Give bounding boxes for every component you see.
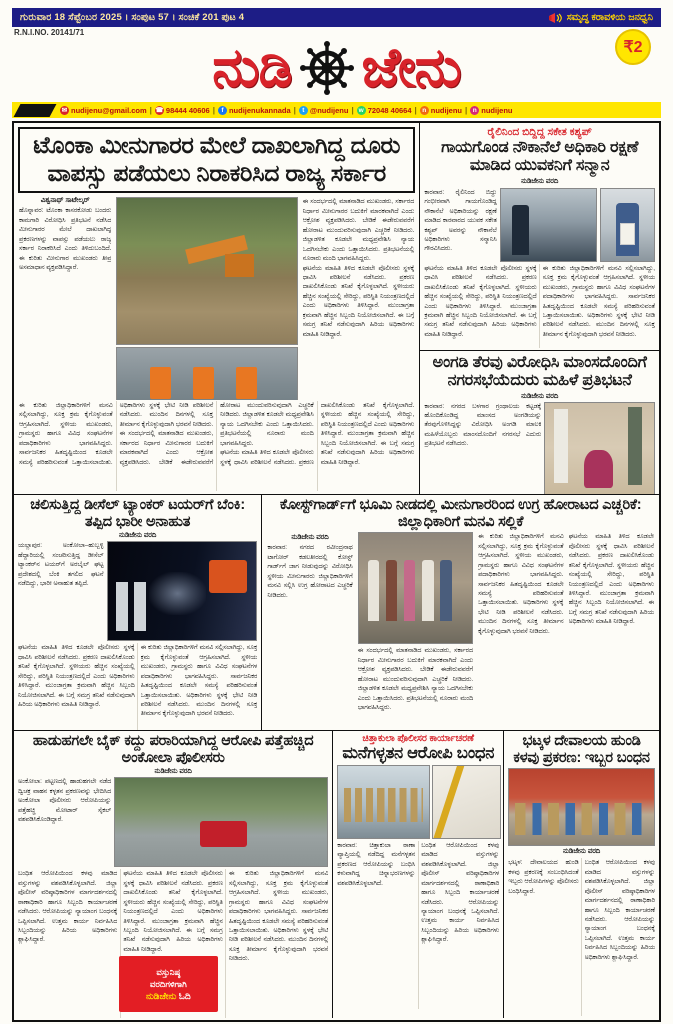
whatsapp-contact: w 72048 40664 (358, 105, 412, 115)
headline: ಹಾಡುಹಗಲೇ ಬೈಕ್ ಕದ್ದು ಪರಾರಿಯಾಗಿದ್ದ ಆರೋಪಿ ಪತ್ತೆಹಚ್ಚಿದ ಅಂಕೋಲಾ ಪೊಲೀಸರು (32, 733, 314, 766)
body-paragraph: ಈ ಕುರಿತು ಜಿಲ್ಲಾಧಿಕಾರಿಗಳಿಗೆ ಮನವಿ ಸಲ್ಲಿಸಲಾಗಿದ್ದು, ಸೂಕ್ತ ಕ್ರಮ ಕೈಗೊಳ್ಳುವಂತೆ ಆಗ್ರಹಿಸಲಾಗಿದೆ. ಸ್ಥಳೀಯ ಮುಖಂಡರು, ಗ್ರಾಮಸ್ಥರು ಹಾಗೂ ವಿವಿಧ ಸಂಘಟನೆಗಳ ಪದಾಧಿಕಾರಿಗಳು ಭಾಗವಹಿಸಿದ್ದರು. ಸಾರ್ವಜನಿಕರ ಹಿತದೃಷ್ಟಿಯಿಂದ ಕೂಡಲೇ ಸಮಸ್ಯೆ ಪರಿಹರಿಸುವಂತೆ ಒತ್ತಾಯಿಸಲಾಯಿತು. ಅಧಿಕಾರಿಗಳು ಸ್ಥಳಕ್ಕೆ ಭೇಟಿ ನೀಡಿ ಪರಿಶೀಲನೆ ನಡೆಸಿದರು. ಮುಂದಿನ ದಿನಗಳಲ್ಲಿ ಸೂಕ್ತ ತೀರ್ಮಾನ ಕೈಗೊಳ್ಳುವುದಾಗಿ ಭರವಸೆ ನೀಡಿದರು. (478, 533, 564, 635)
headline: ಕೋಸ್ಟ್‌ಗಾರ್ಡ್‌ಗೆ ಭೂಮಿ ನೀಡದಲ್ಲಿ ಮೀನುಗಾರರಿಂದ ಉಗ್ರ ಹೋರಾಟದ ಎಚ್ಚರಿಕೆ: ಜಿಲ್ಲಾಧಿಕಾರಿಗೆ ಮನವಿ ಸಲ್ಲಿಕೆ (279, 497, 642, 530)
promo-line: ನುಡಿಜೇನು ಓದಿ (145, 990, 191, 1001)
content-frame (12, 121, 661, 1022)
photo-woman-sitting-protest (544, 402, 655, 494)
telegram-icon: n (420, 106, 429, 115)
photo-memorandum-crowd (358, 532, 473, 644)
photo-police-temple-accused (508, 768, 655, 846)
article-lead-story (14, 123, 420, 494)
bottom-band (14, 731, 659, 1018)
body-col: ಅಂಕೋಲಾ: ಪಟ್ಟಣದಲ್ಲಿ ಹಾಡುಹಗಲೇ ನಡೆದ ದ್ವಿಚಕ್ರ ವಾಹನ ಕಳ್ಳತನ ಪ್ರಕರಣವನ್ನು ಭೇದಿಸಿದ ಅಂಕೋಲಾ ಪೊಲೀಸರು ಆರೋಪಿಯನ್ನು ಪತ್ತೆಹಚ್ಚಿ ಮೋಟಾರ್ ಸೈಕಲ್ ವಶಪಡಿಸಿಕೊಂಡಿದ್ದಾರೆ. (18, 778, 112, 824)
masthead (0, 37, 673, 99)
subscription-promo-box (119, 956, 218, 1012)
middle-band (14, 495, 659, 731)
phone-icon: ☎ (155, 106, 164, 114)
body-columns (18, 643, 257, 730)
body-col: ಯಲ್ಲಾಪುರ: ಅಂಕೋಲಾ–ಹುಬ್ಬಳ್ಳಿ ಹೆದ್ದಾರಿಯಲ್ಲಿ ಸಂಚರಿಸುತ್ತಿದ್ದ ಡೀಸೆಲ್ ಟ್ಯಾಂಕರ್‌ನ ಟಯರ್‌ಗೆ ಅರಬೈಲ್ ಘಟ್ಟ ಪ್ರದೇಶದಲ್ಲಿ ಬೆಂಕಿ ತಗಲಿದ ಘಟನೆ ನಡೆದಿದ್ದು, ಭಾರೀ ಅನಾಹುತ ತಪ್ಪಿದೆ. (18, 542, 104, 588)
headline: ಮನೆಗಳ್ಳತನ ಆರೋಪಿ ಬಂಧನ (342, 744, 495, 762)
photo-police-with-accused (337, 765, 429, 839)
edition-date-line: ಗುರುವಾರ 18 ಸೆಪ್ಟೆಂಬರ 2025 । ಸಂಪುಟ 57 । ಸಂಚಿಕೆ 201 ಪುಟ 4 (20, 12, 245, 23)
dateline: ನುಡಿಜೇನು ವರದಿ (521, 177, 559, 185)
top-band (14, 123, 659, 495)
body-paragraph: ಬಂಧಿತ ಆರೋಪಿಯಿಂದ ಕಳವು ಮಾಡಿದ ವಸ್ತುಗಳನ್ನು ವಶಪಡಿಸಿಕೊಳ್ಳಲಾಗಿದೆ. ಜಿಲ್ಲಾ ಪೊಲೀಸ್ ವರಿಷ್ಠಾಧಿಕಾರಿಗಳ ಮಾರ್ಗದರ್ಶನದಲ್ಲಿ ಠಾಣಾಧಿಕಾರಿ ಹಾಗೂ ಸಿಬ್ಬಂದಿ ಕಾರ್ಯಾಚರಣೆ ನಡೆಸಿದರು. ಆರೋಪಿಯನ್ನು ನ್ಯಾಯಾಂಗ ಬಂಧನಕ್ಕೆ ಒಪ್ಪಿಸಲಾಗಿದೆ. ಉತ್ತಮ ಕಾರ್ಯ ನಿರ್ವಹಿಸಿದ ಸಿಬ್ಬಂದಿಯನ್ನು ಹಿರಿಯ ಅಧಿಕಾರಿಗಳು ಶ್ಲಾಘಿಸಿದ್ದಾರೆ. (18, 870, 118, 944)
dateline: ನುಡಿಜೇನು ವರದಿ (521, 392, 559, 400)
headline: ಅಂಗಡಿ ತೆರವು ವಿರೋಧಿಸಿ ಮಾಂಸದೊಂದಿಗೆ ನಗರಸಭೆಯೆದುರು ಮಹಿಳೆ ಪ್ರತಿಭಟನೆ (432, 353, 647, 390)
separator: | (212, 105, 215, 115)
headline: ಗಾಯಗೊಂಡ ನೌಕಾನೆಲೆ ಅಧಿಕಾರಿ ರಕ್ಷಣೆ ಮಾಡಿದ ಯುವಕನಿಗೆ ಸನ್ಮಾನ (441, 139, 639, 175)
telegram-contact: n nudijenu (420, 106, 462, 115)
body-col: ಕಾರವಾರ: ನಗರದ ಬಳಗಾರ ಗ್ರಂಥಾಲಯ ಕಟ್ಟಡಕ್ಕೆ ಹೊಂದಿಕೊಂಡಿದ್ದ ಮಾಂಸದ ಅಂಗಡಿಯನ್ನು ತೆರವುಗೊಳಿಸಿದ್ದನ್ನು ವಿರೋಧಿಸಿ ಅಂಗಡಿ ಮಾಲಕಿ ಮಹಿಳೆಯೊಬ್ಬರು ಮಾಂಸದೊಂದಿಗೆ ನಗರಸಭೆ ಎದುರು ಪ್ರತಿಭಟನೆ ನಡೆಸಿದರು. (424, 402, 542, 448)
email-icon: ✉ (61, 106, 68, 114)
contact-strip (12, 102, 661, 118)
email-contact: ✉ nudijenu@gmail.com (61, 105, 147, 115)
article-naval-officer-honour (420, 123, 659, 351)
photo-recovered-gold-chain (432, 765, 502, 839)
lead-body-col3b: ಘಟನೆಯ ಮಾಹಿತಿ ತಿಳಿದ ಕೂಡಲೇ ಪೊಲೀಸರು ಸ್ಥಳಕ್ಕೆ ಧಾವಿಸಿ ಪರಿಶೀಲನೆ ನಡೆಸಿದರು. ಪ್ರಕರಣ ದಾಖಲಿಸಿಕೊಂಡು ತನಿಖೆ ಕೈಗೊಳ್ಳಲಾಗಿದೆ. ಸ್ಥಳೀಯರು ಹೆಚ್ಚಿನ ಸಂಖ್ಯೆಯಲ್ಲಿ ಸೇರಿದ್ದು, ಪರಿಸ್ಥಿತಿ ನಿಯಂತ್ರಣದಲ್ಲಿದೆ ಎಂದು ಅಧಿಕಾರಿಗಳು ತಿಳಿಸಿದ್ದಾರೆ. ಮುಂಜಾಗ್ರತಾ ಕ್ರಮವಾಗಿ ಹೆಚ್ಚಿನ ಸಿಬ್ಬಂದಿ ನಿಯೋಜಿಸಲಾಗಿದೆ. ಈ ಬಗ್ಗೆ ಸಮಗ್ರ ತನಿಖೆ ನಡೆಸುವುದಾಗಿ ಹಿರಿಯ ಅಧಿಕಾರಿಗಳು ಮಾಹಿತಿ ನೀಡಿದ್ದಾರೆ. (302, 264, 415, 338)
dateline: ನುಡಿಜೇನು ವರದಿ (154, 768, 192, 776)
dateline: ನುಡಿಜೇನು ವರದಿ (562, 848, 601, 856)
photo-navy-felicitation (500, 188, 597, 262)
price-badge: ₹2 (615, 29, 651, 65)
byline: ವಿಶ್ವನಾಥ್ ಸಾಟೇಲ್ಕರ್ (40, 197, 90, 205)
rni-number: R.N.I.NO. 20141/71 (14, 28, 85, 37)
body-paragraph: ಈ ಕುರಿತು ಜಿಲ್ಲಾಧಿಕಾರಿಗಳಿಗೆ ಮನವಿ ಸಲ್ಲಿಸಲಾಗಿದ್ದು, ಸೂಕ್ತ ಕ್ರಮ ಕೈಗೊಳ್ಳುವಂತೆ ಆಗ್ರಹಿಸಲಾಗಿದೆ. ಸ್ಥಳೀಯ ಮುಖಂಡರು, ಗ್ರಾಮಸ್ಥರು ಹಾಗೂ ವಿವಿಧ ಸಂಘಟನೆಗಳ ಪದಾಧಿಕಾರಿಗಳು ಭಾಗವಹಿಸಿದ್ದರು. ಸಾರ್ವಜನಿಕರ ಹಿತದೃಷ್ಟಿಯಿಂದ ಕೂಡಲೇ ಸಮಸ್ಯೆ ಪರಿಹರಿಸುವಂತೆ ಒತ್ತಾಯಿಸಲಾಯಿತು. ಅಧಿಕಾರಿಗಳು ಸ್ಥಳಕ್ಕೆ ಭೇಟಿ ನೀಡಿ ಪರಿಶೀಲನೆ ನಡೆಸಿದರು. ಮುಂದಿನ ದಿನಗಳಲ್ಲಿ ಸೂಕ್ತ ತೀರ್ಮಾನ ಕೈಗೊಳ್ಳುವುದಾಗಿ ಭರವಸೆ ನೀಡಿದರು. (140, 644, 258, 718)
lead-body-col3: ಈ ಸಂದರ್ಭದಲ್ಲಿ ಮಾತನಾಡಿದ ಮುಖಂಡರು, ಸರ್ಕಾರದ ನಿರ್ಧಾರ ಮೀನುಗಾರರ ಬದುಕಿಗೆ ಮಾರಕವಾಗಿದೆ ಎಂದು ಆಕ್ರೋಶ ವ್ಯಕ್ತಪಡಿಸಿದರು. ಬೇಡಿಕೆ ಈಡೇರುವವರೆಗೆ ಹೋರಾಟ ಮುಂದುವರಿಸುವುದಾಗಿ ಎಚ್ಚರಿಕೆ ನೀಡಿದರು. ಜಿಲ್ಲಾಡಳಿತ ಕೂಡಲೇ ಮಧ್ಯಪ್ರವೇಶಿಸಿ ನ್ಯಾಯ ಒದಗಿಸಬೇಕು ಎಂದು ಒತ್ತಾಯಿಸಿದರು. ಪ್ರತಿಭಟನೆಯಲ್ಲಿ ನೂರಾರು ಮಂದಿ ಭಾಗವಹಿಸಿದ್ದರು. (302, 198, 415, 263)
instagram-contact: n nudijenu (470, 106, 512, 115)
article-coastguard-land (262, 495, 659, 730)
photo-demolition-excavator (116, 197, 297, 345)
body-paragraph: ಈ ಕುರಿತು ಜಿಲ್ಲಾಧಿಕಾರಿಗಳಿಗೆ ಮನವಿ ಸಲ್ಲಿಸಲಾಗಿದ್ದು, ಸೂಕ್ತ ಕ್ರಮ ಕೈಗೊಳ್ಳುವಂತೆ ಆಗ್ರಹಿಸಲಾಗಿದೆ. ಸ್ಥಳೀಯ ಮುಖಂಡರು, ಗ್ರಾಮಸ್ಥರು ಹಾಗೂ ವಿವಿಧ ಸಂಘಟನೆಗಳ ಪದಾಧಿಕಾರಿಗಳು ಭಾಗವಹಿಸಿದ್ದರು. ಸಾರ್ವಜನಿಕರ ಹಿತದೃಷ್ಟಿಯಿಂದ ಕೂಡಲೇ ಸಮಸ್ಯೆ ಪರಿಹರಿಸುವಂತೆ ಒತ್ತಾಯಿಸಲಾಯಿತು. ಅಧಿಕಾರಿಗಳು ಸ್ಥಳಕ್ಕೆ ಭೇಟಿ ನೀಡಿ ಪರಿಶೀಲನೆ ನಡೆಸಿದರು. ಮುಂದಿನ ದಿನಗಳಲ್ಲಿ ಸೂಕ್ತ ತೀರ್ಮಾನ ಕೈಗೊಳ್ಳುವುದಾಗಿ ಭರವಸೆ ನೀಡಿದರು. (19, 402, 214, 466)
body-paragraph: ಈ ಕುರಿತು ಜಿಲ್ಲಾಧಿಕಾರಿಗಳಿಗೆ ಮನವಿ ಸಲ್ಲಿಸಲಾಗಿದ್ದು, ಸೂಕ್ತ ಕ್ರಮ ಕೈಗೊಳ್ಳುವಂತೆ ಆಗ್ರಹಿಸಲಾಗಿದೆ. ಸ್ಥಳೀಯ ಮುಖಂಡರು, ಗ್ರಾಮಸ್ಥರು ಹಾಗೂ ವಿವಿಧ ಸಂಘಟನೆಗಳ ಪದಾಧಿಕಾರಿಗಳು ಭಾಗವಹಿಸಿದ್ದರು. ಸಾರ್ವಜನಿಕರ ಹಿತದೃಷ್ಟಿಯಿಂದ ಕೂಡಲೇ ಸಮಸ್ಯೆ ಪರಿಹರಿಸುವಂತೆ ಒತ್ತಾಯಿಸಲಾಯಿತು. ಅಧಿಕಾರಿಗಳು ಸ್ಥಳಕ್ಕೆ ಭೇಟಿ ನೀಡಿ ಪರಿಶೀಲನೆ ನಡೆಸಿದರು. ಮುಂದಿನ ದಿನಗಳಲ್ಲಿ ಸೂಕ್ತ ತೀರ್ಮಾನ ಕೈಗೊಳ್ಳುವುದಾಗಿ ಭರವಸೆ ನೀಡಿದರು. (228, 870, 329, 963)
dateline: ನುಡಿಜೇನು ವರದಿ (291, 534, 329, 542)
right-column (420, 123, 659, 494)
whatsapp-icon: w (358, 106, 364, 114)
kicker: ಚಿತ್ತಾಕುಲಾ ಪೊಲೀಸರ ಕಾರ್ಯಾಚರಣೆ (362, 733, 475, 744)
body-paragraph: ಘಟನೆಯ ಮಾಹಿತಿ ತಿಳಿದ ಕೂಡಲೇ ಪೊಲೀಸರು ಸ್ಥಳಕ್ಕೆ ಧಾವಿಸಿ ಪರಿಶೀಲನೆ ನಡೆಸಿದರು. ಪ್ರಕರಣ ದಾಖಲಿಸಿಕೊಂಡು ತನಿಖೆ ಕೈಗೊಳ್ಳಲಾಗಿದೆ. ಸ್ಥಳೀಯರು ಹೆಚ್ಚಿನ ಸಂಖ್ಯೆಯಲ್ಲಿ ಸೇರಿದ್ದು, ಪರಿಸ್ಥಿತಿ ನಿಯಂತ್ರಣದಲ್ಲಿದೆ ಎಂದು ಅಧಿಕಾರಿಗಳು ತಿಳಿಸಿದ್ದಾರೆ. ಮುಂಜಾಗ್ರತಾ ಕ್ರಮವಾಗಿ ಹೆಚ್ಚಿನ ಸಿಬ್ಬಂದಿ ನಿಯೋಜಿಸಲಾಗಿದೆ. ಈ ಬಗ್ಗೆ ಸಮಗ್ರ ತನಿಖೆ ನಡೆಸುವುದಾಗಿ ಹಿರಿಯ ಅಧಿಕಾರಿಗಳು ಮಾಹಿತಿ ನೀಡಿದ್ದಾರೆ. (568, 533, 654, 626)
twitter-contact: t @nudijenu (299, 106, 349, 115)
body-paragraph: ಈ ಸಂದರ್ಭದಲ್ಲಿ ಮಾತನಾಡಿದ ಮುಖಂಡರು, ಸರ್ಕಾರದ ನಿರ್ಧಾರ ಮೀನುಗಾರರ ಬದುಕಿಗೆ ಮಾರಕವಾಗಿದೆ ಎಂದು ಆಕ್ರೋಶ ವ್ಯಕ್ತಪಡಿಸಿದರು. ಬೇಡಿಕೆ ಈಡೇರುವವರೆಗೆ ಹೋರಾಟ ಮುಂದುವರಿಸುವುದಾಗಿ ಎಚ್ಚರಿಕೆ ನೀಡಿದರು. ಜಿಲ್ಲಾಡಳಿತ ಕೂಡಲೇ ಮಧ್ಯಪ್ರವೇಶಿಸಿ ನ್ಯಾಯ ಒದಗಿಸಬೇಕು ಎಂದು ಒತ್ತಾಯಿಸಿದರು. ಪ್ರತಿಭಟನೆಯಲ್ಲಿ ನೂರಾರು ಮಂದಿ ಭಾಗವಹಿಸಿದ್ದರು. (357, 647, 474, 711)
separator: | (465, 105, 468, 115)
phone-contact: ☎ 98444 40606 (155, 105, 210, 115)
body-columns (337, 841, 499, 1009)
body-paragraph: ಘಟನೆಯ ಮಾಹಿತಿ ತಿಳಿದ ಕೂಡಲೇ ಪೊಲೀಸರು ಸ್ಥಳಕ್ಕೆ ಧಾವಿಸಿ ಪರಿಶೀಲನೆ ನಡೆಸಿದರು. ಪ್ರಕರಣ ದಾಖಲಿಸಿಕೊಂಡು ತನಿಖೆ ಕೈಗೊಳ್ಳಲಾಗಿದೆ. ಸ್ಥಳೀಯರು ಹೆಚ್ಚಿನ ಸಂಖ್ಯೆಯಲ್ಲಿ ಸೇರಿದ್ದು, ಪರಿಸ್ಥಿತಿ ನಿಯಂತ್ರಣದಲ್ಲಿದೆ ಎಂದು ಅಧಿಕಾರಿಗಳು ತಿಳಿಸಿದ್ದಾರೆ. ಮುಂಜಾಗ್ರತಾ ಕ್ರಮವಾಗಿ ಹೆಚ್ಚಿನ ಸಿಬ್ಬಂದಿ ನಿಯೋಜಿಸಲಾಗಿದೆ. ಈ ಬಗ್ಗೆ ಸಮಗ್ರ ತನಿಖೆ ನಡೆಸುವುದಾಗಿ ಹಿರಿಯ ಅಧಿಕಾರಿಗಳು ಮಾಹಿತಿ ನೀಡಿದ್ದಾರೆ. (18, 644, 135, 708)
body-paragraph: ಘಟನೆಯ ಮಾಹಿತಿ ತಿಳಿದ ಕೂಡಲೇ ಪೊಲೀಸರು ಸ್ಥಳಕ್ಕೆ ಧಾವಿಸಿ ಪರಿಶೀಲನೆ ನಡೆಸಿದರು. ಪ್ರಕರಣ ದಾಖಲಿಸಿಕೊಂಡು ತನಿಖೆ ಕೈಗೊಳ್ಳಲಾಗಿದೆ. ಸ್ಥಳೀಯರು ಹೆಚ್ಚಿನ ಸಂಖ್ಯೆಯಲ್ಲಿ ಸೇರಿದ್ದು, ಪರಿಸ್ಥಿತಿ ನಿಯಂತ್ರಣದಲ್ಲಿದೆ ಎಂದು ಅಧಿಕಾರಿಗಳು ತಿಳಿಸಿದ್ದಾರೆ. ಮುಂಜಾಗ್ರತಾ ಕ್ರಮವಾಗಿ ಹೆಚ್ಚಿನ ಸಿಬ್ಬಂದಿ ನಿಯೋಜಿಸಲಾಗಿದೆ. ಈ ಬಗ್ಗೆ ಸಮಗ್ರ ತನಿಖೆ ನಡೆಸುವುದಾಗಿ ಹಿರಿಯ ಅಧಿಕಾರಿಗಳು ಮಾಹಿತಿ ನೀಡಿದ್ದಾರೆ. (424, 264, 537, 338)
headline: ಭಟ್ಕಳ ದೇವಾಲಯ ಹುಂಡಿ ಕಳವು ಪ್ರಕರಣ: ಇಬ್ಬರ ಬಂಧನ (513, 733, 650, 766)
separator: | (293, 105, 296, 115)
lead-body-bottom-columns (14, 400, 419, 494)
article-temple-hundi-theft (504, 731, 659, 1018)
lead-body-col1: ಹೊನ್ನಾವರ: ಟೊಂಕಾ ಕಾಸರಕೋಡು ಬಂದರು ಕಾಮಗಾರಿ ವಿರೋಧಿಸಿ ಪ್ರತಿಭಟನೆ ನಡೆಸಿದ ಮೀನುಗಾರರ ಮೇಲೆ ದಾಖಲಾಗಿದ್ದ ಪ್ರಕರಣಗಳನ್ನು ವಾಪಸ್ಸು ಪಡೆಯಲು ರಾಜ್ಯ ಸರ್ಕಾರ ನಿರಾಕರಿಸಿದೆ ಎಂದು ತಿಳಿದುಬಂದಿದೆ. ಈ ಕುರಿತು ಮೀನುಗಾರ ಮುಖಂಡರು ತೀವ್ರ ಅಸಮಾಧಾನ ವ್ಯಕ್ತಪಡಿಸಿದ್ದಾರೆ. (19, 207, 112, 272)
dateline: ನುಡಿಜೇನು ವರದಿ (119, 532, 157, 540)
kicker: ರೈಲಿನಿಂದ ಬಿದ್ದಿದ್ದ ಸಕೇತ ಕಶ್ಯಪ್ (487, 126, 592, 138)
body-paragraph: ಈ ಸಂದರ್ಭದಲ್ಲಿ ಮಾತನಾಡಿದ ಮುಖಂಡರು, ಸರ್ಕಾರದ ನಿರ್ಧಾರ ಮೀನುಗಾರರ ಬದುಕಿಗೆ ಮಾರಕವಾಗಿದೆ ಎಂದು ಆಕ್ರೋಶ ವ್ಯಕ್ತಪಡಿಸಿದರು. ಬೇಡಿಕೆ ಈಡೇರುವವರೆಗೆ ಹೋರಾಟ ಮುಂದುವರಿಸುವುದಾಗಿ ಎಚ್ಚರಿಕೆ ನೀಡಿದರು. ಜಿಲ್ಲಾಡಳಿತ ಕೂಡಲೇ ಮಧ್ಯಪ್ರವೇಶಿಸಿ ನ್ಯಾಯ ಒದಗಿಸಬೇಕು ಎಂದು ಒತ್ತಾಯಿಸಿದರು. ಪ್ರತಿಭಟನೆಯಲ್ಲಿ ನೂರಾರು ಮಂದಿ ಭಾಗವಹಿಸಿದ್ದರು. (119, 402, 314, 466)
ship-wheel-logo-icon (300, 41, 354, 95)
article-tanker-fire (14, 495, 262, 730)
body-paragraph: ಬಂಧಿತ ಆರೋಪಿಯಿಂದ ಕಳವು ಮಾಡಿದ ವಸ್ತುಗಳನ್ನು ವಶಪಡಿಸಿಕೊಳ್ಳಲಾಗಿದೆ. ಜಿಲ್ಲಾ ಪೊಲೀಸ್ ವರಿಷ್ಠಾಧಿಕಾರಿಗಳ ಮಾರ್ಗದರ್ಶನದಲ್ಲಿ ಠಾಣಾಧಿಕಾರಿ ಹಾಗೂ ಸಿಬ್ಬಂದಿ ಕಾರ್ಯಾಚರಣೆ ನಡೆಸಿದರು. ಆರೋಪಿಯನ್ನು ನ್ಯಾಯಾಂಗ ಬಂಧನಕ್ಕೆ ಒಪ್ಪಿಸಲಾಗಿದೆ. ಉತ್ತಮ ಕಾರ್ಯ ನಿರ್ವಹಿಸಿದ ಸಿಬ್ಬಂದಿಯನ್ನು ಹಿರಿಯ ಅಧಿಕಾರಿಗಳು ಶ್ಲಾಘಿಸಿದ್ದಾರೆ. (421, 841, 500, 944)
instagram-icon: n (470, 106, 479, 115)
megaphone-icon (548, 12, 563, 24)
headline: ಚಲಿಸುತ್ತಿದ್ದ ಡೀಸೆಲ್ ಟ್ಯಾಂಕರ್ ಟಯರ್‌ಗೆ ಬೆಂಕಿ: ತಪ್ಪಿದ ಭಾರೀ ಅನಾಹುತ (30, 497, 245, 530)
body-paragraph: ಘಟನೆಯ ಮಾಹಿತಿ ತಿಳಿದ ಕೂಡಲೇ ಪೊಲೀಸರು ಸ್ಥಳಕ್ಕೆ ಧಾವಿಸಿ ಪರಿಶೀಲನೆ ನಡೆಸಿದರು. ಪ್ರಕರಣ ದಾಖಲಿಸಿಕೊಂಡು ತನಿಖೆ ಕೈಗೊಳ್ಳಲಾಗಿದೆ. ಸ್ಥಳೀಯರು ಹೆಚ್ಚಿನ ಸಂಖ್ಯೆಯಲ್ಲಿ ಸೇರಿದ್ದು, ಪರಿಸ್ಥಿತಿ ನಿಯಂತ್ರಣದಲ್ಲಿದೆ ಎಂದು ಅಧಿಕಾರಿಗಳು ತಿಳಿಸಿದ್ದಾರೆ. ಮುಂಜಾಗ್ರತಾ ಕ್ರಮವಾಗಿ ಹೆಚ್ಚಿನ ಸಿಬ್ಬಂದಿ ನಿಯೋಜಿಸಲಾಗಿದೆ. ಈ ಬಗ್ಗೆ ಸಮಗ್ರ ತನಿಖೆ ನಡೆಸುವುದಾಗಿ ಹಿರಿಯ ಅಧಿಕಾರಿಗಳು ಮಾಹಿತಿ ನೀಡಿದ್ದಾರೆ. (123, 870, 223, 953)
top-info-bar (12, 8, 661, 27)
facebook-icon: f (218, 106, 227, 115)
body-paragraph: ಘಟನೆಯ ಮಾಹಿತಿ ತಿಳಿದ ಕೂಡಲೇ ಪೊಲೀಸರು ಸ್ಥಳಕ್ಕೆ ಧಾವಿಸಿ ಪರಿಶೀಲನೆ ನಡೆಸಿದರು. ಪ್ರಕರಣ ದಾಖಲಿಸಿಕೊಂಡು ತನಿಖೆ ಕೈಗೊಳ್ಳಲಾಗಿದೆ. ಸ್ಥಳೀಯರು ಹೆಚ್ಚಿನ ಸಂಖ್ಯೆಯಲ್ಲಿ ಸೇರಿದ್ದು, ಪರಿಸ್ಥಿತಿ ನಿಯಂತ್ರಣದಲ್ಲಿದೆ ಎಂದು ಅಧಿಕಾರಿಗಳು ತಿಳಿಸಿದ್ದಾರೆ. ಮುಂಜಾಗ್ರತಾ ಕ್ರಮವಾಗಿ ಹೆಚ್ಚಿನ ಸಿಬ್ಬಂದಿ ನಿಯೋಜಿಸಲಾಗಿದೆ. ಈ ಬಗ್ಗೆ ಸಮಗ್ರ ತನಿಖೆ ನಡೆಸುವುದಾಗಿ ಹಿರಿಯ ಅಧಿಕಾರಿಗಳು ಮಾಹಿತಿ ನೀಡಿದ್ದಾರೆ. (220, 402, 415, 466)
body-paragraph: ಈ ಕುರಿತು ಜಿಲ್ಲಾಧಿಕಾರಿಗಳಿಗೆ ಮನವಿ ಸಲ್ಲಿಸಲಾಗಿದ್ದು, ಸೂಕ್ತ ಕ್ರಮ ಕೈಗೊಳ್ಳುವಂತೆ ಆಗ್ರಹಿಸಲಾಗಿದೆ. ಸ್ಥಳೀಯ ಮುಖಂಡರು, ಗ್ರಾಮಸ್ಥರು ಹಾಗೂ ವಿವಿಧ ಸಂಘಟನೆಗಳ ಪದಾಧಿಕಾರಿಗಳು ಭಾಗವಹಿಸಿದ್ದರು. ಸಾರ್ವಜನಿಕರ ಹಿತದೃಷ್ಟಿಯಿಂದ ಕೂಡಲೇ ಸಮಸ್ಯೆ ಪರಿಹರಿಸುವಂತೆ ಒತ್ತಾಯಿಸಲಾಯಿತು. ಅಧಿಕಾರಿಗಳು ಸ್ಥಳಕ್ಕೆ ಭೇಟಿ ನೀಡಿ ಪರಿಶೀಲನೆ ನಡೆಸಿದರು. ಮುಂದಿನ ದಿನಗಳಲ್ಲಿ ಸೂಕ್ತ ತೀರ್ಮಾನ ಕೈಗೊಳ್ಳುವುದಾಗಿ ಭರವಸೆ ನೀಡಿದರು. (542, 264, 655, 338)
separator: | (351, 105, 354, 115)
body-paragraph: ಭಟ್ಕಳ: ದೇವಾಲಯದ ಹುಂಡಿ ಕಳವು ಪ್ರಕರಣಕ್ಕೆ ಸಂಬಂಧಿಸಿದಂತೆ ಇಬ್ಬರು ಆರೋಪಿಗಳನ್ನು ಪೊಲೀಸರು ಬಂಧಿಸಿದ್ದಾರೆ. (508, 859, 579, 895)
photo-tanker-night-fire (107, 541, 258, 641)
promo-line: ವರದಿಗಳಿಗಾಗಿ (149, 978, 187, 989)
photo-officials-orange-vests (116, 347, 297, 400)
article-bike-theft (14, 731, 333, 1018)
flag-decoration (14, 104, 57, 117)
article-house-burglary (333, 731, 504, 1018)
body-paragraph: ಬಂಧಿತ ಆರೋಪಿಯಿಂದ ಕಳವು ಮಾಡಿದ ವಸ್ತುಗಳನ್ನು ವಶಪಡಿಸಿಕೊಳ್ಳಲಾಗಿದೆ. ಜಿಲ್ಲಾ ಪೊಲೀಸ್ ವರಿಷ್ಠಾಧಿಕಾರಿಗಳ ಮಾರ್ಗದರ್ಶನದಲ್ಲಿ ಠಾಣಾಧಿಕಾರಿ ಹಾಗೂ ಸಿಬ್ಬಂದಿ ಕಾರ್ಯಾಚರಣೆ ನಡೆಸಿದರು. ಆರೋಪಿಯನ್ನು ನ್ಯಾಯಾಂಗ ಬಂಧನಕ್ಕೆ ಒಪ್ಪಿಸಲಾಗಿದೆ. ಉತ್ತಮ ಕಾರ್ಯ ನಿರ್ವಹಿಸಿದ ಸಿಬ್ಬಂದಿಯನ್ನು ಹಿರಿಯ ಅಧಿಕಾರಿಗಳು ಶ್ಲಾಘಿಸಿದ್ದಾರೆ. (584, 859, 655, 961)
body-col: ಕಾರವಾರ: ರೈಲಿನಿಂದ ಬಿದ್ದು ಗಂಭೀರವಾಗಿ ಗಾಯಗೊಂಡಿದ್ದ ನೌಕಾನೆಲೆ ಅಧಿಕಾರಿಯನ್ನು ರಕ್ಷಣೆ ಮಾಡಿದ ಕಾರವಾರದ ಯುವಕ ಸಕೇತ ಕಶ್ಯಪ್ ಅವರನ್ನು ನೌಕಾನೆಲೆ ಅಧಿಕಾರಿಗಳು ಸನ್ಮಾನಿಸಿ ಗೌರವಿಸಿದರು. (424, 188, 497, 253)
body-paragraph: ಕಾರವಾರ: ಚಿತ್ತಾಕುಲಾ ಠಾಣಾ ವ್ಯಾಪ್ತಿಯಲ್ಲಿ ನಡೆದಿದ್ದ ಮನೆಗಳ್ಳತನ ಪ್ರಕರಣದ ಆರೋಪಿಯನ್ನು ಬಂಧಿಸಿ ಕಳುವಾಗಿದ್ದ ಚಿನ್ನಾಭರಣಗಳನ್ನು ವಶಪಡಿಸಿಕೊಳ್ಳಲಾಗಿದೆ. (337, 841, 416, 887)
separator: | (414, 105, 417, 115)
tagline: ಸಮೃದ್ಧ ಕರಾವಳಿಯ ಜನಧ್ವನಿ (566, 12, 653, 23)
twitter-icon: t (299, 106, 308, 115)
article-woman-protest (420, 351, 659, 494)
body-col: ಕಾರವಾರ: ನಗರದ ರವೀಂದ್ರನಾಥ ಟಾಗೋರ್ ಕಡಲತೀರದಲ್ಲಿ ಕೋಸ್ಟ್ ಗಾರ್ಡ್‌ಗೆ ಜಾಗ ನೀಡುವುದನ್ನು ವಿರೋಧಿಸಿ ಸ್ಥಳೀಯ ಮೀನುಗಾರರು ಜಿಲ್ಲಾಧಿಕಾರಿಗಳಿಗೆ ಮನವಿ ಸಲ್ಲಿಸಿ ಉಗ್ರ ಹೋರಾಟದ ಎಚ್ಚರಿಕೆ ನೀಡಿದರು. (267, 544, 353, 599)
photo-police-with-recovered-bike (114, 777, 328, 867)
body-columns (508, 858, 655, 1016)
masthead-title-right: ಜೇನು (361, 38, 461, 98)
separator: | (149, 105, 152, 115)
body-columns (424, 264, 655, 348)
facebook-contact: f nudijenukannada (218, 106, 291, 115)
lead-headline: ಟೊಂಕಾ ಮೀನುಗಾರರ ಮೇಲೆ ದಾಖಲಾಗಿದ್ದ ದೂರು ವಾಪಸ್ಸು ಪಡೆಯಲು ನಿರಾಕರಿಸಿದ ರಾಜ್ಯ ಸರ್ಕಾರ (18, 127, 415, 193)
masthead-title-left: ನುಡಿ (212, 38, 292, 98)
photo-man-with-certificate (600, 188, 655, 262)
promo-line: ವಸ್ತುನಿಷ್ಠ (156, 966, 181, 977)
